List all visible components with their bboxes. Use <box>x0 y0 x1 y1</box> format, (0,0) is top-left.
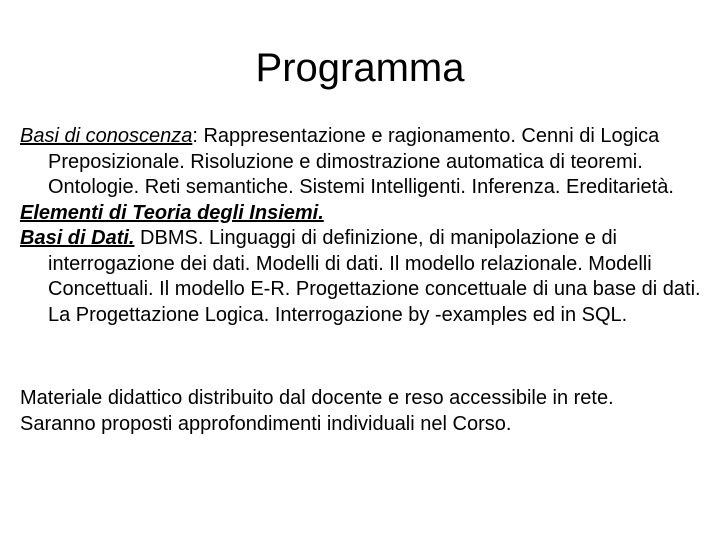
note-materiale: Materiale didattico distribuito dal docente e reso accessibile in rete. <box>20 387 614 409</box>
section-heading: Elementi di Teoria degli Insiemi. <box>20 201 324 224</box>
section-heading: Basi di conoscenza <box>20 125 193 147</box>
section-separator: : <box>192 125 198 147</box>
section-basi-di-dati <box>20 226 714 328</box>
note-approfondimenti: Saranno proposti approfondimenti individuali nel Corso. <box>20 412 512 435</box>
section-text: DBMS. Linguaggi di definizione, di manipolazione e di interrogazione dei dati. Modelli di dati. Il modello relazionale. Modelli Concettuali. Il modello E-R. Progettazione concettuale di una base di dati. La Progettazione Logica. Interrogazione by -examples ed in SQL. <box>48 227 701 326</box>
section-basi-di-conoscenza <box>20 124 714 201</box>
spacer <box>20 328 714 386</box>
slide-title: Programma <box>255 46 465 90</box>
slide-content <box>20 124 714 437</box>
section-text: Rappresentazione e ragionamento. Cenni di Logica Preposizionale. Risoluzione e dimostrazione automatica di teoremi. Ontologie. Reti semantiche. Sistemi Intelligenti. Inferenza. Ereditarietà. <box>48 125 674 198</box>
section-heading: Basi di Dati. <box>20 227 135 249</box>
section-teoria-insiemi <box>20 201 714 227</box>
